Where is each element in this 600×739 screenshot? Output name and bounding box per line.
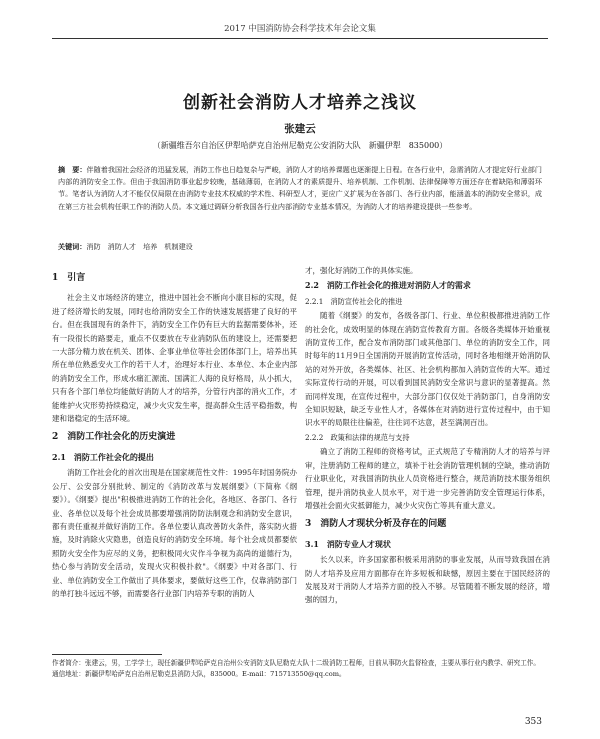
running-header: 2017 中国消防协会科学技术年会论文集 bbox=[224, 24, 376, 34]
author-footnote: 作者简介：张建云，男，工学学士，现任新疆伊犁哈萨克自治州公安消防支队尼勒克大队十二级消防工程师，目前从事防火监督检查，主要从事行业内教学、研究工作。通信地址：新疆伊犁哈萨克自治州尼勒克县消防大队，835000。E-mail：715713550@qq.com。 bbox=[52, 659, 540, 678]
page-number: 353 bbox=[524, 717, 542, 727]
subsubsection-heading: 2.2.2 政策和法律的规范与支持 bbox=[305, 432, 410, 442]
paragraph: 长久以来，许多国家都积极采用消防的事业发展，从而导致我国在消防人才培养及应用方面都存在许多短板和缺憾，原因主要在于国民经济的发展及对于消防人才培养方面的投入不够。尽管随着不断发展的经济，增强的国力， bbox=[305, 555, 550, 605]
paragraph: 确立了消防工程师的资格考试，正式规范了专精消防人才的培养与评审，注册消防工程师的建立，填补于社会消防管理机制的空缺，推动消防行业职业化，对我国消防执业人员资格进行整合，规范消防技术服务组织管理，提升消防执业人员水平，对于进一步完善消防安全管理运行体系，增强社会面火灾抵御能力，减少火灾伤亡等具有重大意义。 bbox=[305, 447, 550, 510]
paragraph: 随着《纲要》的发布，各级各部门、行业、单位积极都推进消防工作的社会化，成效明显的体现在消防宣传教育方面。各级各类媒体开始重视消防宣传工作，配合发布消防部门或其他部门、单位的消防安全工作，同时每年的11月9日全国消防开展消防宣传活动，同时各地相继开始消防队站的对外开放，各类媒体、社区、社会机构都加入消防宣传的大军。通过实际宣传行动的开展，可以看到国民消防安全常识与意识的显著提高。然而同样发现，在宣传过程中，大部分部门仅仅处于消防部门，自身消防安全知识短缺，缺乏专业性人才，各媒体在对消防进行宣传过程中，由于知识水平的局限往往偏差，往往词不达意，甚至满洞百出。 bbox=[305, 311, 550, 428]
paragraph: 社会主义市场经济的建立，推进中国社会不断向小康目标的实现，促进了经济增长的发展，同时也给消防安全工作的快速发展搭建了良好的平台。但在我国现有的条件下，消防安全工作仍有巨大的监据需要体补，还有一段很长的路要走，重点不仅要放在专业消防队伍的建设上，还需要把一大部分精力放在机关、团体、企事业单位等社会团体部门上，培养出其所在单位熟悉安火工作的若干人才，治理好本行业、本单位、本企业内部的消防安全工作，形成水痛汇源流、国满汇人海的良好格局，从小抓大，只有各个部门单位均能做好消防人才的培养，分管行内部的消火工作，才能维护火灾形势持续稳定，减少火灾发生率，提高群众生活平稳指数，构建和谐稳定的生活环境。 bbox=[52, 293, 297, 424]
section-heading-history: 2 消防工作社会化的历史演进 bbox=[52, 432, 176, 443]
subsubsection-heading: 2.2.1 消防宣传社会化的推进 bbox=[305, 296, 403, 306]
abstract bbox=[58, 164, 542, 213]
header-rule bbox=[52, 38, 548, 39]
subsection-heading: 2.1 消防工作社会化的提出 bbox=[52, 451, 154, 462]
paragraph-continuation: 才，强化好消防工作的具体实施。 bbox=[305, 266, 418, 275]
keywords bbox=[58, 242, 542, 252]
section-heading-analysis: 3 消防人才现状分析及存在的问题 bbox=[305, 519, 447, 530]
paper-author: 张建云 bbox=[284, 123, 316, 135]
section-heading-introduction: 1 引言 bbox=[52, 273, 86, 283]
paper-title: 创新社会消防人才培养之浅议 bbox=[183, 93, 417, 113]
footnote-rule bbox=[52, 654, 162, 655]
left-column bbox=[52, 266, 297, 600]
paragraph: 消防工作社会化的首次出现是在国家规范性文件：1995年时国务院办公厅、公安部分别批转、制定的《消防改革与发展纲要》（下简称《纲要》）。《纲要》提出"积极推进消防工作的社会化，各地区、各部门、各行业、各单位以及每个社会成员都要增强消防防法制观念和消防安全意识，都有责任重视并做好消防工作。各单位要认真改善防火条件，落实防火措施，及时消除火灾隐患，创造良好的消防安全环境。每个社会成员都要依照防火安全作为应尽的义务，把积极同火灾作斗争视为高尚的道德行为，热心参与消防安全活动，发现火灾积极扑救"。《纲要》中对各部门、行业、单位消防安全工作做出了具体要求，要做好这些工作，仅靠消防部门的单打独斗远远不够，而需要各行业部门内培养专职的消防人 bbox=[52, 468, 297, 598]
abstract-label: 摘 要： bbox=[58, 165, 87, 174]
right-column bbox=[305, 264, 550, 607]
keywords-label: 关键词： bbox=[58, 242, 87, 251]
subsection-heading: 2.2 消防工作社会化的推进对消防人才的需求 bbox=[305, 280, 471, 291]
author-affiliation: （新疆维吾尔自治区伊犁哈萨克自治州尼勒克公安消防大队 新疆伊犁 835000） bbox=[152, 141, 448, 150]
subsection-heading: 3.1 消防专业人才现状 bbox=[305, 538, 391, 549]
abstract-text: 伴随着我国社会经济的迅猛发展，消防工作也日趋复杂与严峻，消防人才的培养课题也逐渐提上日程。在各行业中，急需消防人才提定好行业部门内部的消防安全工作。但由于我国消防事业起步较晚，基础薄弱，在消防人才的素质提升、培养机制、工作机制、法律保障等方面还存在着缺陷和薄弱环节。笔者认为消防人才不能仅仅局限在由消防专业技术权威的学术性、科研型人才，更应广义扩展为在各部门、各行业内部，能涵盖本的消防安全常识，成在第三方社会机构任职工作的消防人员。本文通过调研分析我国各行业内部消防专业基本情况，为消防人才的培养建设提供一些参考。 bbox=[58, 165, 543, 211]
keywords-text: 消防 消防人才 培养 机制建设 bbox=[86, 242, 193, 251]
